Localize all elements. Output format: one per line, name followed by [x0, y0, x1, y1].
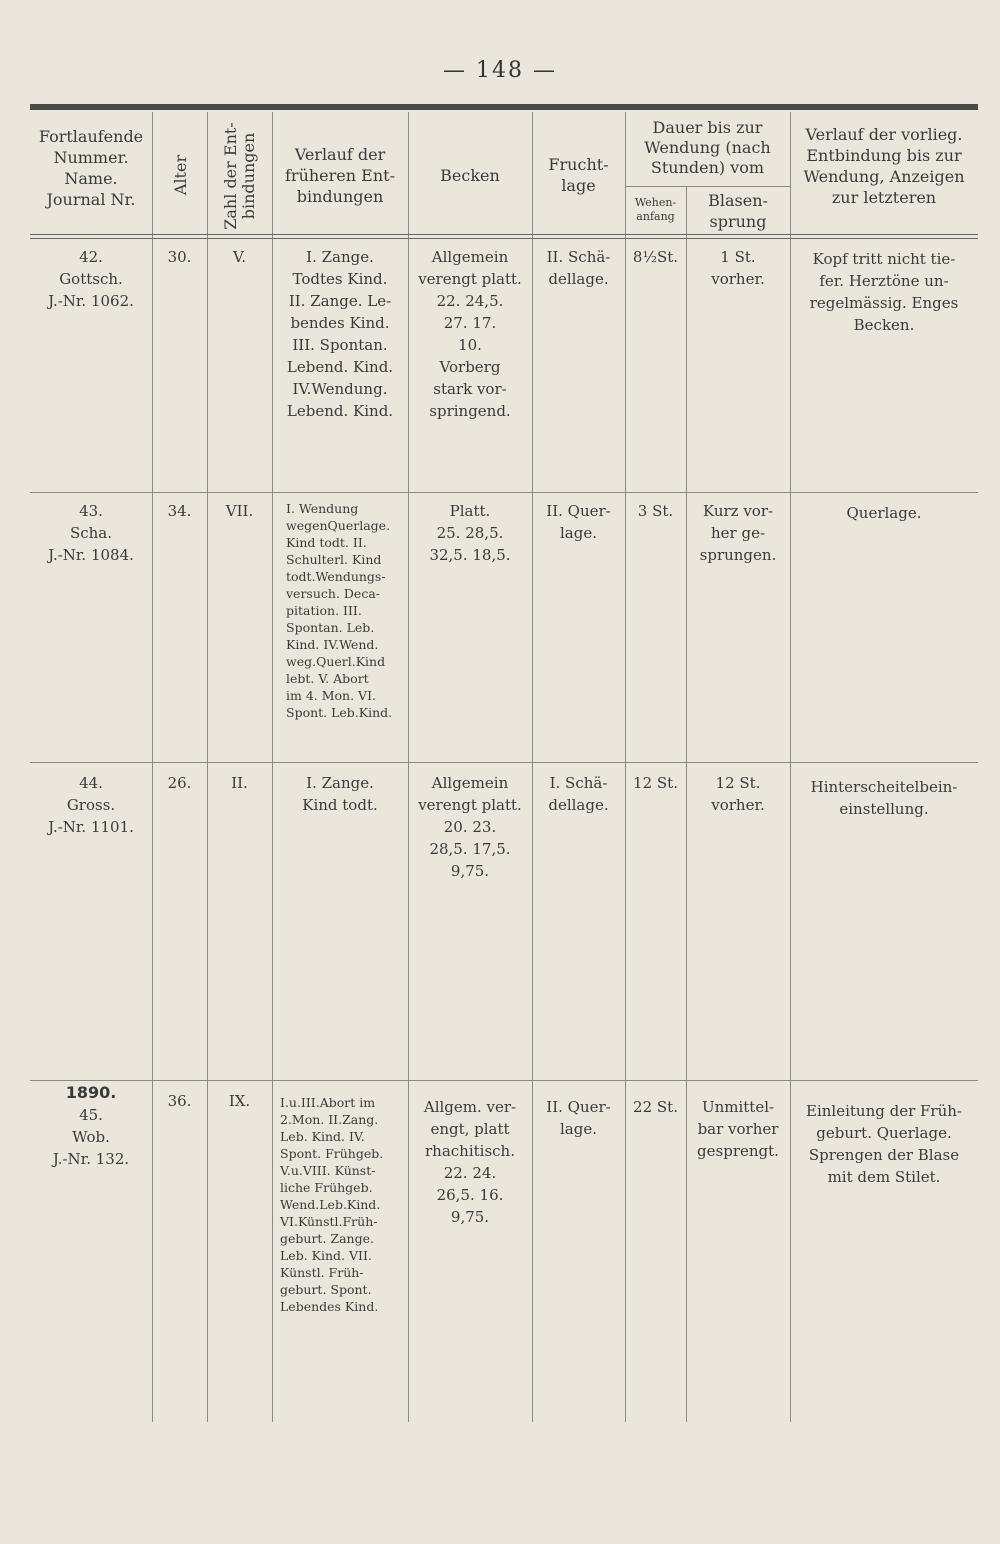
header-number: Fortlaufende Nummer. Name. Journal Nr. [38, 127, 144, 209]
row-42-lie: II. Schä- dellage. [546, 248, 611, 288]
row-45-number: 45. Wob. J.-Nr. 132. [52, 1106, 130, 1168]
row-42-membrane: 1 St. vorher. [711, 248, 765, 288]
row-43-births: VII. [225, 502, 254, 520]
row-42-labor-onset: 8½St. [632, 248, 679, 266]
row-43-lie: II. Quer- lage. [546, 502, 611, 542]
column-divider [207, 112, 208, 1422]
header-labor-onset: Wehen- anfang [634, 196, 677, 223]
row-44-lie: I. Schä- dellage. [548, 774, 609, 814]
header-previous: Verlauf der früheren Ent- bindungen [285, 145, 395, 206]
row-42-number: 42. Gottsch. J.-Nr. 1062. [48, 248, 134, 310]
row-45-previous: I.u.III.Abort im 2.Mon. II.Zang. Leb. Kind. IV. Spont. Frühgeb. V.u.VIII. Künst- liche Frühgeb. Wend.Leb.Kind. VI.Künstl.Früh- geburt. Zange. Leb. Kind. VII. Künstl. Früh- geburt. Spont. Lebendes Kind. [280, 1095, 384, 1314]
column-divider [532, 112, 533, 1422]
row-45-births: IX. [228, 1092, 251, 1110]
row-42-age: 30. [167, 248, 192, 266]
row-45-pelvis: Allgem. ver- engt, platt rhachitisch. 22. 24. 26,5. 16. 9,75. [423, 1098, 517, 1226]
subheader-rule [625, 186, 790, 187]
row-rule [30, 1080, 978, 1081]
row-43-membrane: Kurz vor- her ge- sprungen. [699, 502, 777, 564]
row-rule [30, 492, 978, 493]
row-45-membrane: Unmittel- bar vorher gesprengt. [697, 1098, 779, 1160]
page-number: — 148 — [443, 58, 557, 83]
header-lie: Frucht- lage [548, 155, 609, 195]
row-45-labor-onset: 22 St. [633, 1098, 678, 1116]
row-44-number: 44. Gross. J.-Nr. 1101. [48, 774, 134, 836]
header-rule [30, 234, 978, 239]
row-43-age: 34. [167, 502, 192, 520]
header-pelvis: Becken [440, 166, 500, 185]
row-44-age: 26. [167, 774, 192, 792]
row-rule [30, 762, 978, 763]
row-44-membrane: 12 St. vorher. [711, 774, 765, 814]
row-42-previous: I. Zange. Todtes Kind. II. Zange. Le- bendes Kind. III. Spontan. Lebend. Kind. IV.Wendung. Lebend. Kind. [286, 248, 394, 420]
row-45-age: 36. [167, 1092, 192, 1110]
row-45-course: Einleitung der Früh- geburt. Querlage. Sprengen der Blase mit dem Stilet. [806, 1102, 962, 1186]
column-divider [152, 112, 153, 1422]
row-43-pelvis: Platt. 25. 28,5. 32,5. 18,5. [429, 502, 511, 564]
row-43-labor-onset: 3 St. [637, 502, 674, 520]
row-45-lie: II. Quer- lage. [546, 1098, 611, 1138]
row-43-number: 43. Scha. J.-Nr. 1084. [48, 502, 134, 564]
header-births-count: Zahl der Ent- bindungen [221, 122, 258, 230]
row-42-pelvis: Allgemein verengt platt. 22. 24,5. 27. 17. 10. Vorberg stark vor- springend. [418, 248, 522, 420]
header-course: Verlauf der vorlieg. Entbindung bis zur Wendung, Anzeigen zur letzteren [803, 125, 965, 207]
column-divider [625, 112, 626, 1422]
row-42-births: V. [233, 248, 246, 266]
row-43-course: Querlage. [846, 504, 922, 522]
row-42-course: Kopf tritt nicht tie- fer. Herztöne un- regelmässig. Enges Becken. [809, 250, 959, 334]
row-43-previous: I. Wendung wegenQuerlage. Kind todt. II. Schulterl. Kind todt.Wendungs- versuch. Deca- pitation. III. Spontan. Leb. Kind. IV.Wend. weg.Querl.Kind lebt. V. Abort im 4. Mon. VI. Spont. Leb.Kind. [286, 501, 393, 720]
row-44-previous: I. Zange. Kind todt. [302, 774, 378, 814]
row-44-pelvis: Allgemein verengt platt. 20. 23. 28,5. 17,5. 9,75. [418, 774, 522, 880]
header-membrane: Blasen- sprung [708, 191, 768, 231]
top-rule [30, 104, 978, 110]
row-44-births: II. [231, 774, 248, 792]
header-age: Alter [171, 154, 190, 196]
row-45-year: 1890. [65, 1083, 117, 1102]
row-44-course: Hinterscheitelbein- einstellung. [810, 778, 958, 818]
header-duration: Dauer bis zur Wendung (nach Stunden) vom [644, 118, 771, 177]
row-44-labor-onset: 12 St. [633, 774, 678, 792]
